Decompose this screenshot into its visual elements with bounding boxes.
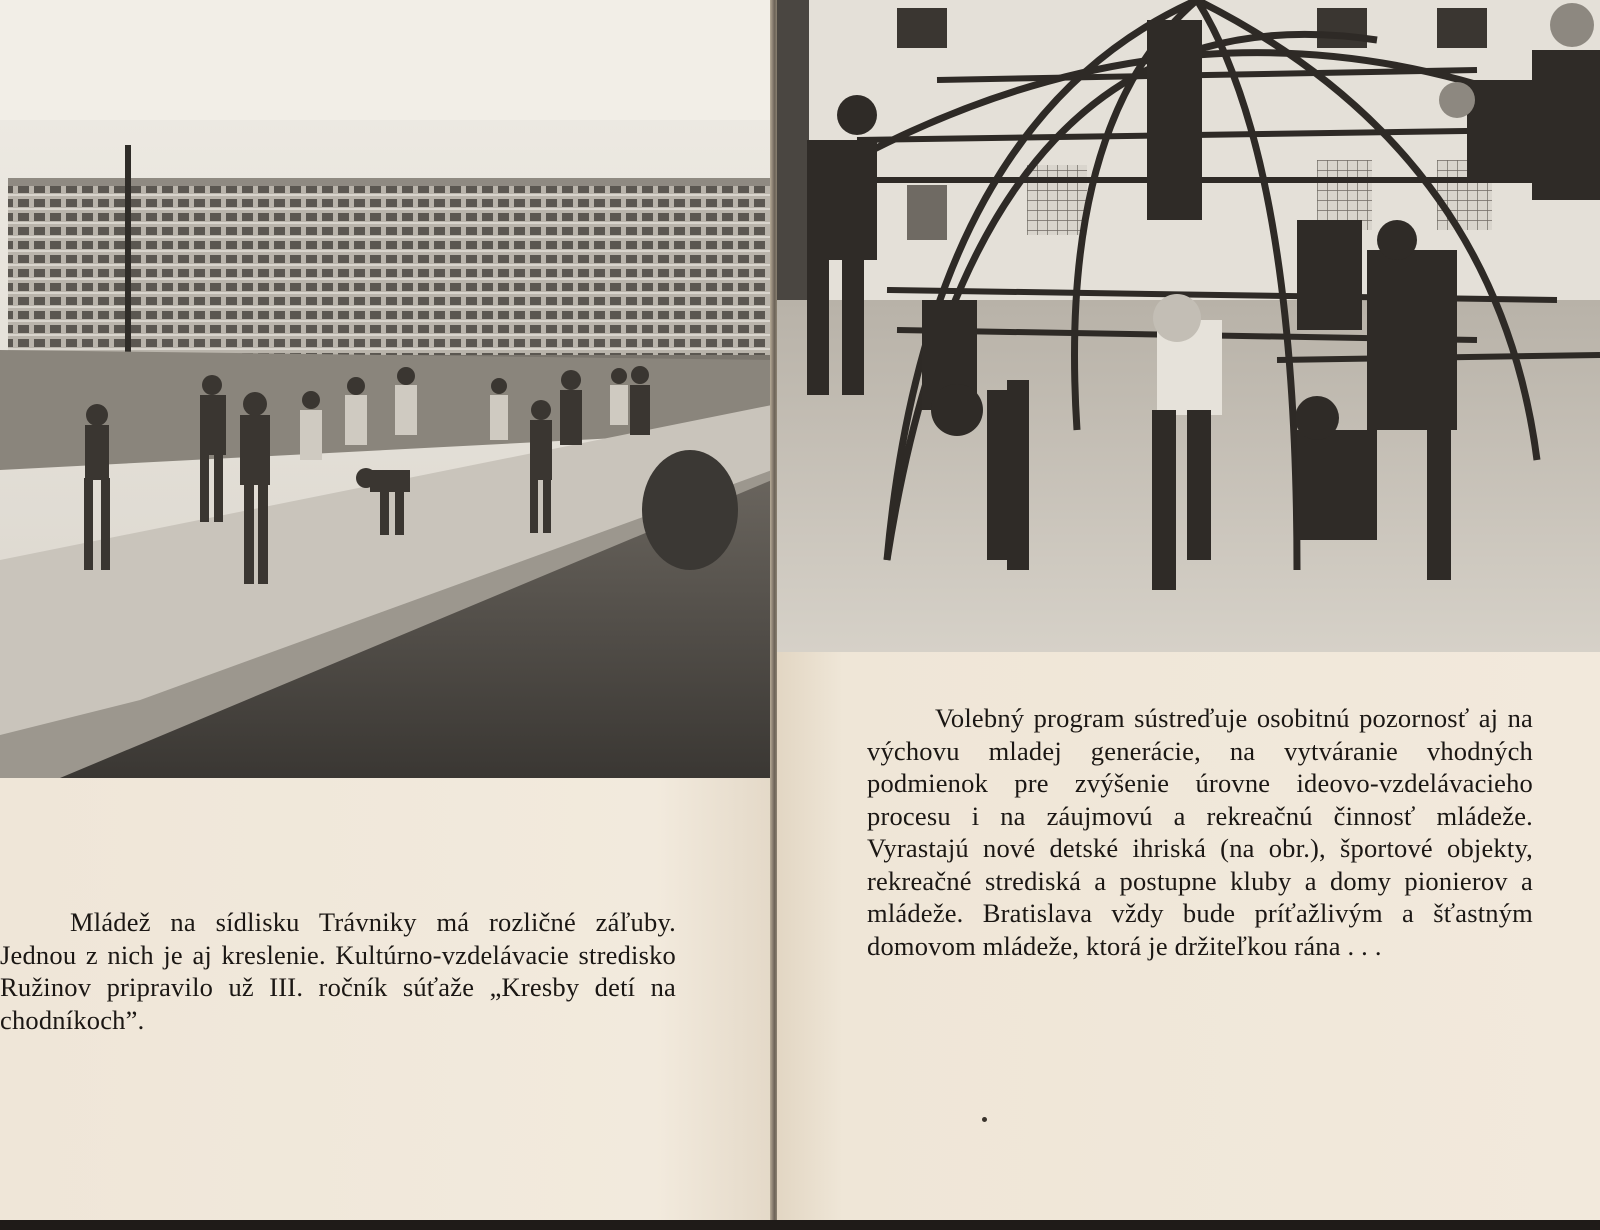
left-page (0, 0, 772, 1222)
page-bottom-edge (0, 1220, 1600, 1230)
photo-children-on-climbing-dome (777, 0, 1600, 652)
photo-playground (777, 0, 1600, 652)
right-page (777, 0, 1600, 1222)
ink-speck (982, 1117, 987, 1122)
photo-drawing (0, 0, 772, 778)
left-caption: Mládež na sídlisku Trávniky má rozličné záľuby. Jednou z nich je aj kreslenie. Kultúrno-vzdelávacie stredisko Ružinov pripravilo už III. ročník súťaže „Kresby detí na chodníkoch”. (0, 907, 676, 1035)
photo-children-drawing-on-sidewalk (0, 0, 772, 778)
right-caption: Volebný program sústreďuje osobitnú pozornosť aj na výchovu mladej generácie, na vytváranie vhodných podmienok pre zvýšenie úrovne ideovo-vzdelávacieho procesu i na záujmovú a rekreačnú činnosť mládeže. Vyrastajú nové detské ihriská (na obr.), športové objekty, rekreačné strediská a postupne kluby a domy pionierov a mládeže. Bratislava vždy bude príťažlivým a šťastným domovom mládeže, ktorá je držiteľkou rána . . . (867, 703, 1533, 961)
